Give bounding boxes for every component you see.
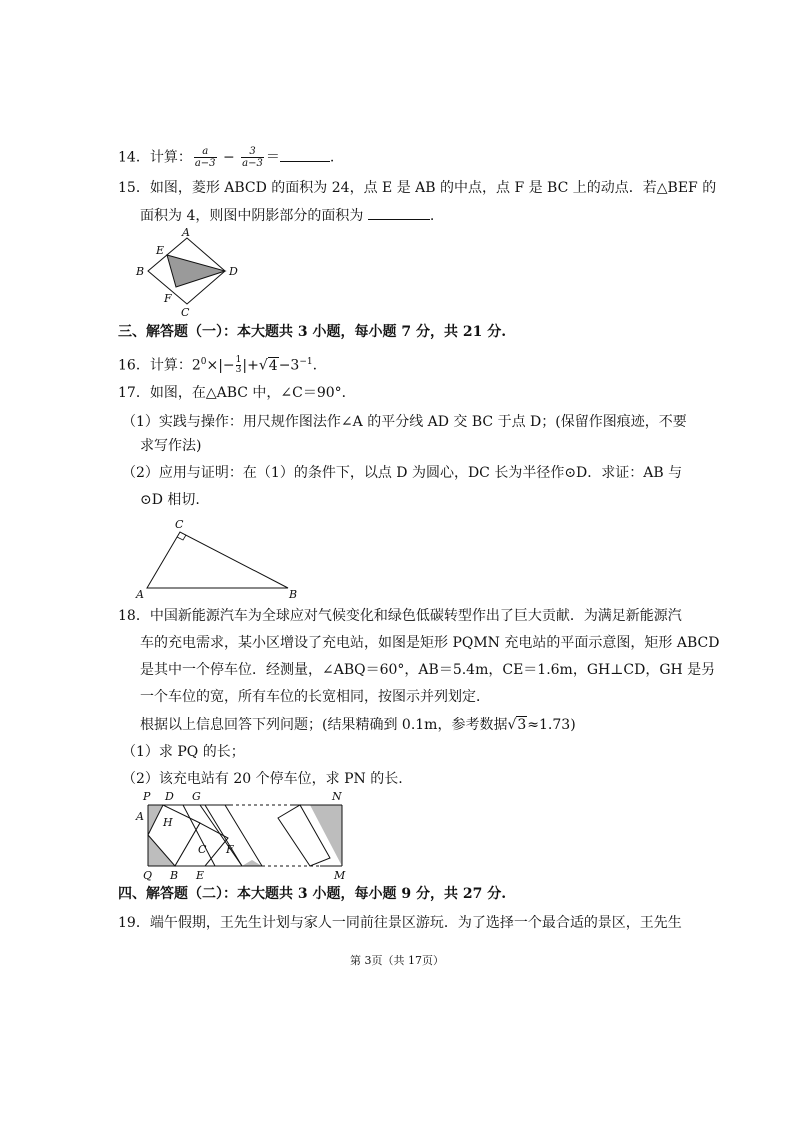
label-C: C (181, 306, 190, 319)
q18-line-5: 根据以上信息回答下列问题；(结果精确到 0.1m，参考数据√3≈1.73) (140, 717, 576, 733)
section-3-heading: 三、解答题（一）：本大题共 3 小题，每小题 7 分，共 21 分. (118, 324, 507, 340)
label-G: G (192, 790, 201, 803)
q16-fraction: $\frac{1}{3}$ (235, 355, 242, 376)
q14-prefix: 14．计算： (118, 149, 192, 166)
q17-line-3: 求写作法) (140, 438, 202, 454)
section-4-heading: 四、解答题（二）：本大题共 3 小题，每小题 9 分，共 27 分. (118, 886, 507, 902)
label-P: P (143, 790, 151, 803)
q15-line-1: 15．如图，菱形 ABCD 的面积为 24，点 E 是 AB 的中点，点 F 是 BC 上的动点．若△BEF 的 (118, 180, 717, 196)
label-B: B (136, 265, 145, 278)
q16-line: 16．计算：$2^0\times|-$ $\frac{1}{3}$ $|+√4-3^{-1}$. (118, 355, 318, 376)
q17-line-2: （1）实践与操作：用尺规作图法作∠A 的平分线 AD 交 BC 于点 D；(保留作图痕迹，不要 (122, 414, 687, 430)
label-H: H (163, 816, 173, 829)
q18-line-7: （2）该充电站有 20 个停车位，求 PN 的长. (122, 771, 403, 787)
label-Q: Q (143, 869, 153, 882)
label-E: E (156, 244, 165, 257)
label-A: A (136, 588, 144, 601)
label-A: A (182, 226, 190, 239)
q17-line-4: （2）应用与证明：在（1）的条件下，以点 D 为圆心，DC 长为半径作⊙D．求证：AB 与 (122, 465, 683, 481)
q19-line-1: 19．端午假期，王先生计划与家人一同前往景区游玩．为了选择一个最合适的景区，王先生 (118, 915, 682, 931)
q14-line: 14．计算： $\frac{a}{a-3}$ − $\frac{3}{a-3}$ ＝ . (118, 146, 335, 169)
q17-line-5: ⊙D 相切. (140, 492, 200, 508)
q18-line-4: 一个车位的宽，所有车位的长宽相同，按图示并列划定． (140, 689, 490, 705)
label-A: A (136, 810, 144, 823)
label-C: C (198, 843, 207, 856)
label-D: D (165, 790, 174, 803)
label-F: F (164, 292, 172, 305)
q14-fraction-1: $\frac{a}{a-3}$ (194, 146, 216, 169)
label-B: B (289, 588, 298, 601)
label-F: F (226, 843, 234, 856)
page-footer: 第 3页（共 17页） (350, 954, 444, 967)
q18-line-2: 车的充电需求，某小区增设了充电站，如图是矩形 PQMN 充电站的平面示意图，矩形 ABCD (140, 635, 720, 651)
q18-line-6: （1）求 PQ 的长； (122, 744, 245, 760)
label-N: N (332, 790, 342, 803)
q18-line-3: 是其中一个停车位．经测量，∠ABQ＝60°，AB＝5.4m，CE＝1.6m，GH⊥CD，GH 是另 (140, 662, 716, 678)
q14-fraction-2: $\frac{3}{a-3}$ (242, 146, 263, 169)
q17-line-1: 17．如图，在△ABC 中，∠C＝90°． (118, 385, 356, 401)
q15-line-2: 面积为 4，则图中阴影部分的面积为 . (140, 205, 434, 226)
label-C: C (175, 518, 184, 531)
label-B: B (170, 869, 179, 882)
label-D: D (229, 265, 238, 278)
label-M: M (334, 869, 346, 882)
label-E: E (196, 869, 205, 882)
q18-line-1: 18．中国新能源汽车为全球应对气候变化和绿色低碳转型作出了巨大贡献．为满足新能源汽 (118, 608, 682, 624)
